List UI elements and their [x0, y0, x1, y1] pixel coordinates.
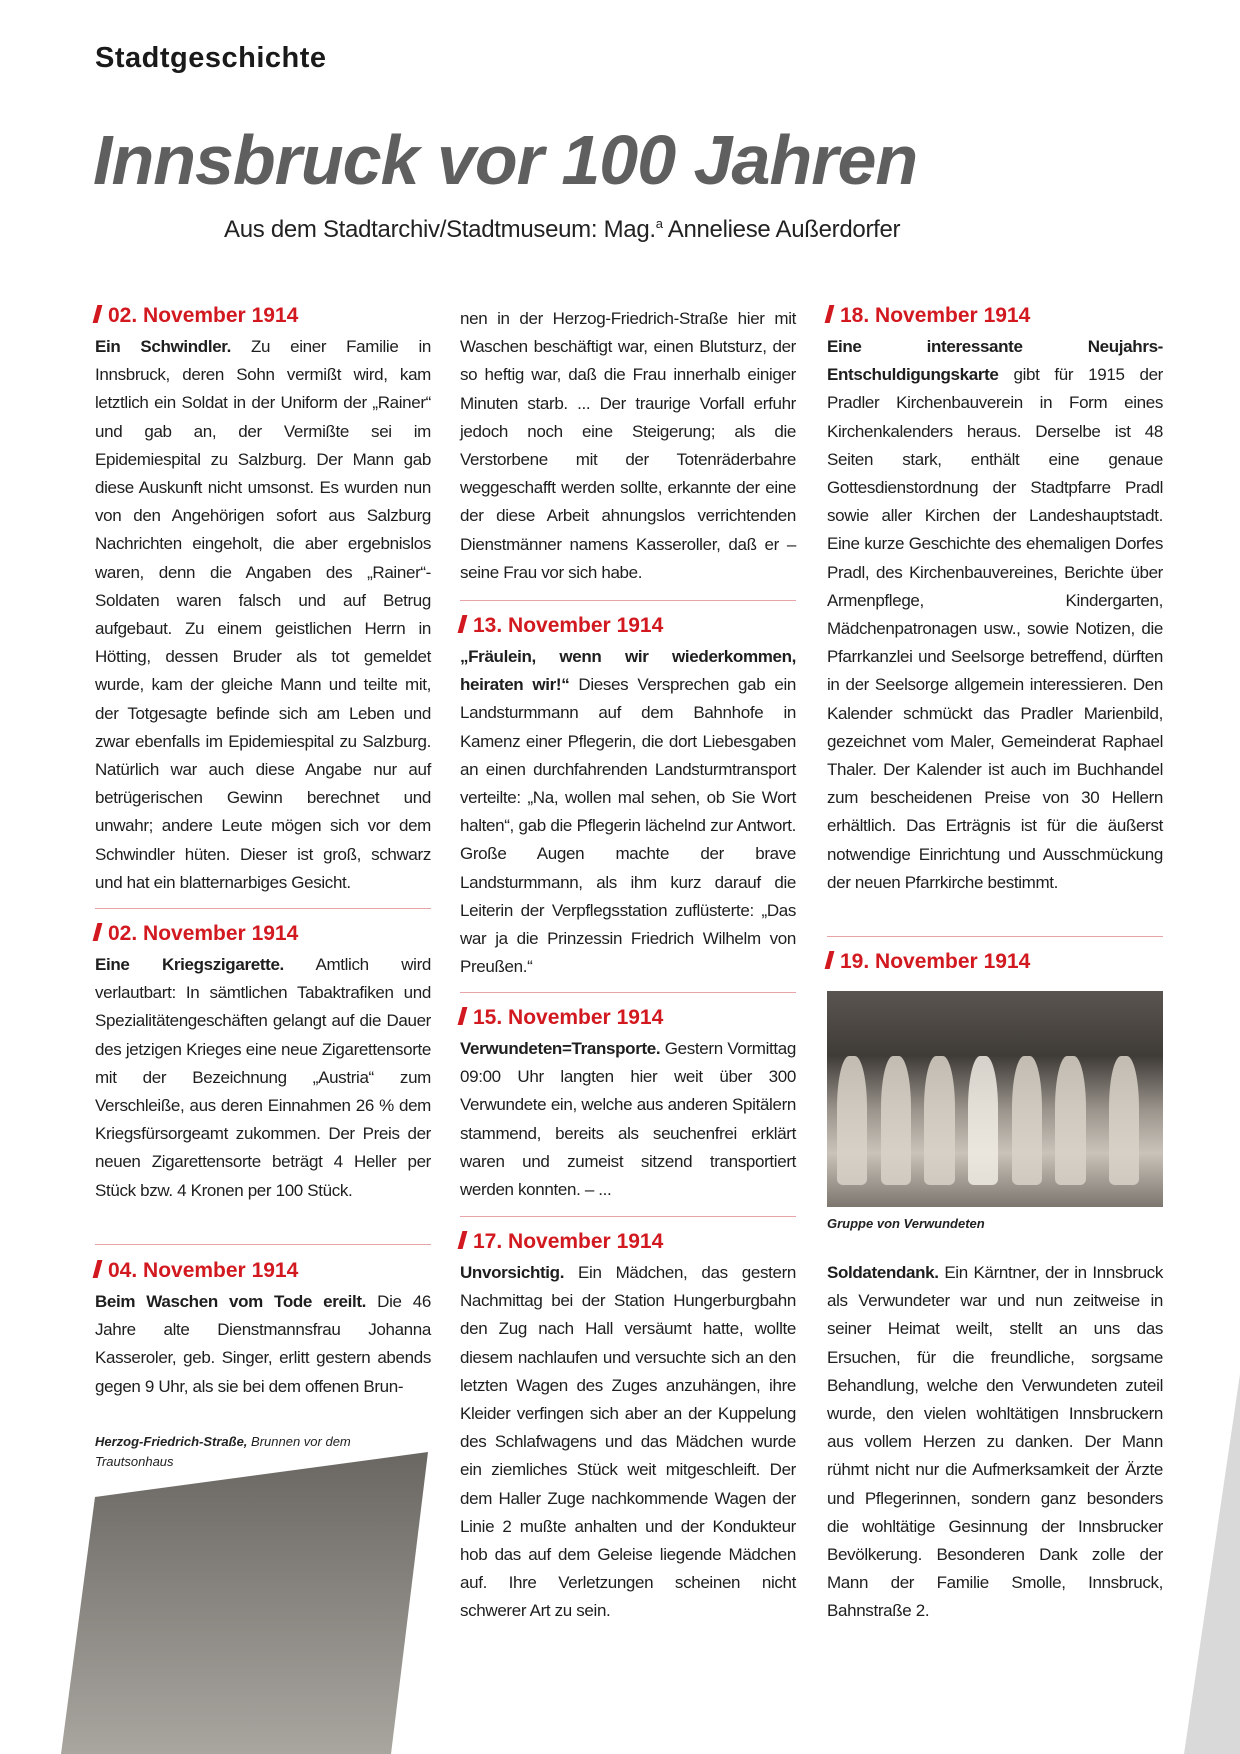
date-text: 18. November 1914 — [840, 304, 1031, 327]
article-text: Zu einer Familie in Innsbruck, deren Sohn vermißt wird, kam letztlich ein Soldat in der Uniform der „Rainer“ und gab an, der Vermißte sei im Epidemiespital zu Salzburg. Der Mann gab diese Auskunft nicht umsonst. Es wurden nun von den Angehörigen sofort aus Salzburg Nachrichten eingeholt, die aber ergebnislos waren, denn die Angaben des „Rainer“-Soldaten waren falsch und auf Betrug aufgebaut. Zu einem geistlichen Herrn in Hötting, dessen Bruder als tot gemeldet wurde, kam der gleiche Mann und teilte mit, der Totgesagte befinde sich am Leben und zwar ebenfalls im Epidemiespital zu Salzburg. Natürlich war auch diese Angabe nur auf betrügerischen Gewinn berechnet und unwahr; andere Leute mögen sich vor dem Schwindler hüten. Dieser ist groß, schwarz und hat ein blatternarbiges Gesicht. — [95, 337, 431, 892]
divider — [95, 1244, 431, 1245]
date-text: 19. November 1914 — [840, 950, 1031, 973]
article-text: Dieses Versprechen gab ein Landsturmmann auf dem Bahnhofe in Kamenz einer Pflegerin, die dort Liebesgaben an einen durchfahrenden Landsturmtransport verteilte: „Na, wollen mal sehen, ob Sie Wort halten“, gab die Pflegerin lächelnd zur Antwort. Große Augen machte der brave Landsturmmann, als ihm kurz darauf die Leiterin der Verpflegsstation zuflüsterte: „Das war ja die Prinzessin Friedrich Wilhelm von Preußen.“ — [460, 675, 797, 977]
date-marker-icon — [93, 923, 103, 941]
article-body — [460, 1035, 796, 1204]
date-marker-icon — [93, 1260, 103, 1278]
subtitle-author: Anneliese Außerdorfer — [662, 216, 901, 243]
article-lead: „Fräulein, wenn wir wiederkommen, heiraten wir!“ — [460, 647, 796, 695]
article-lead: Eine Kriegszigarette. — [95, 955, 284, 974]
divider — [460, 992, 796, 993]
divider — [460, 1216, 796, 1217]
article-date — [827, 304, 1030, 328]
article-body — [95, 333, 431, 897]
subtitle-source: Aus dem Stadtarchiv/Stadtmuseum: Mag. — [224, 216, 656, 243]
date-marker-icon — [825, 951, 835, 969]
section-label: Stadtgeschichte — [95, 42, 327, 74]
date-text: 02. November 1914 — [108, 304, 299, 327]
article-lead: Soldatendank. — [827, 1263, 939, 1282]
date-text: 02. November 1914 — [108, 922, 299, 945]
date-marker-icon — [458, 1231, 468, 1249]
date-marker-icon — [93, 305, 103, 323]
article-body — [95, 1288, 431, 1401]
article-lead: Eine interessante Neujahrs-Entschuldigungskarte — [827, 337, 1163, 385]
divider — [95, 908, 431, 909]
article-date — [95, 922, 298, 946]
date-text: 15. November 1914 — [473, 1006, 664, 1029]
date-text: 17. November 1914 — [473, 1230, 664, 1253]
date-marker-icon — [458, 615, 468, 633]
article-date — [827, 950, 1030, 974]
article-lead: Ein Schwindler. — [95, 337, 231, 356]
date-text: 13. November 1914 — [473, 614, 664, 637]
subtitle — [224, 216, 900, 244]
article-continuation: nen in der Herzog-Friedrich-Straße hier mit Waschen beschäftigt war, einen Blutsturz, der so heftig war, daß die Frau innerhalb einiger Minuten starb. ... Der traurige Vorfall erfuhr jedoch noch eine Steigerung; als die Verstorbene mit der Totenräderbahre weggeschafft werden sollte, erkannte der eine der diese Arbeit ahnungslos verrichtenden Dienstmänner namens Kasseroller, daß er – seine Frau vor sich habe. — [460, 309, 796, 582]
date-marker-icon — [458, 1007, 468, 1025]
article-date — [460, 614, 663, 638]
article-body — [827, 1259, 1163, 1626]
date-marker-icon — [825, 305, 835, 323]
date-text: 04. November 1914 — [108, 1259, 299, 1282]
article-lead: Unvorsichtig. — [460, 1263, 565, 1282]
divider — [827, 936, 1163, 937]
article-text: Die 46 Jahre alte Dienstmannsfrau Johanna Kasseroler, geb. Singer, erlitt gestern abends gegen 9 Uhr, als sie bei dem offenen Brun- — [95, 1292, 431, 1396]
photo-caption: Gruppe von Verwundeten — [827, 1216, 985, 1231]
article-lead: Verwundeten=Transporte. — [460, 1039, 661, 1058]
page-title: Innsbruck vor 100 Jahren — [93, 121, 918, 199]
article-text: Ein Kärntner, der in Innsbruck als Verwundeter war und nun zeitweise in seiner Heimat weilt, stellt an uns das Ersuchen, für die freundliche, sorgsame Behandlung, welche den Verwundeten zuteil wurde, den vielen wohltätigen Innsbruckern aus vollem Herzen zu danken. Der Mann rühmt nicht nur die Aufmerksamkeit der Ärzte und Pflegerinnen, sondern ganz besonders die wohltätige Gesinnung der Innsbrucker Bevölkerung. Besonderen Dank zolle der Mann der Familie Smolle, Innsbruck, Bahnstraße 2. — [827, 1263, 1163, 1621]
divider — [460, 600, 796, 601]
article-date — [460, 1230, 663, 1254]
article-text: Gestern Vormittag 09:00 Uhr langten hier weit über 300 Verwundete ein, welche aus anderen Spitälern stammend, bereits als seuchenfrei erklärt waren und zumeist sitzend transportiert werden konnten. – ... — [460, 1039, 796, 1200]
article-body — [95, 951, 431, 1205]
article-body — [827, 333, 1163, 897]
subtitle-superscript: a — [655, 216, 663, 231]
article-text: gibt für 1915 der Pradler Kirchenbauverein in Form eines Kirchenkalenders heraus. Derselbe ist 48 Seiten stark, enthält eine genaue Gottesdienstordnung der Stadtpfarre Pradl sowie aller Kirchen der Landeshauptstadt. Eine kurze Geschichte des ehemaligen Dorfes Pradl, des Kirchenbauvereines, Berichte über Armenpflege, Kindergarten, Mädchenpatronagen usw., sowie Notizen, die Pfarrkanzlei und Seelsorge betreffend, dürften in der Seelsorge allgemein interessieren. Den Kalender schmückt das Pradler Marienbild, gezeichnet vom Maler, Gemeinderat Raphael Thaler. Der Kalender ist auch im Buchhandel zum bescheidenen Preise von 30 Hellern erhältlich. Das Erträgnis ist für die äußerst notwendige Einrichtung und Ausschmückung der neuen Pfarrkirche bestimmt. — [827, 365, 1163, 892]
article-text: Amtlich wird verlautbart: In sämtlichen Tabaktrafiken und Spezialitätengeschäften gelangt auf die Dauer des jetzigen Krieges eine neue Zigarettensorte mit der Bezeichnung „Austria“ zum Verschleiße, aus deren Einnahmen 26 % dem Kriegsfürsorgeamt zukommen. Der Preis der neuen Zigarettensorte beträgt 4 Heller per Stück bzw. 4 Kronen per 100 Stück. — [95, 955, 431, 1200]
wounded-soldiers-photo — [827, 991, 1163, 1207]
article-text: Ein Mädchen, das gestern Nachmittag bei der Station Hungerburgbahn den Zug nach Hall versäumt hatte, wollte diesem nachlaufen und versuchte sich an den letzten Wagen des Zuges anzuhängen, ihre Kleider verfingen sich aber an der Kuppelung des Schlafwagens und das Mädchen wurde ein ziemliches Stück weit mitgeschleift. Der dem Haller Zuge nachkommende Wagen der Linie 2 mußte anhalten und der Kondukteur hob das auf dem Geleise liegende Mädchen auf. Ihre Verletzungen scheinen nicht schwerer Art zu sein. — [460, 1263, 796, 1621]
article-lead: Beim Waschen vom Tode ereilt. — [95, 1292, 367, 1311]
article-date — [95, 1259, 298, 1283]
caption-text: Brunnen vor dem Trautsonhaus — [95, 1434, 351, 1469]
caption-bold: Herzog-Friedrich-Straße, — [95, 1434, 248, 1449]
photo-caption — [95, 1432, 355, 1472]
article-date — [460, 1006, 663, 1030]
article-body — [460, 1259, 796, 1626]
article-date — [95, 304, 298, 328]
article-body — [460, 643, 796, 981]
